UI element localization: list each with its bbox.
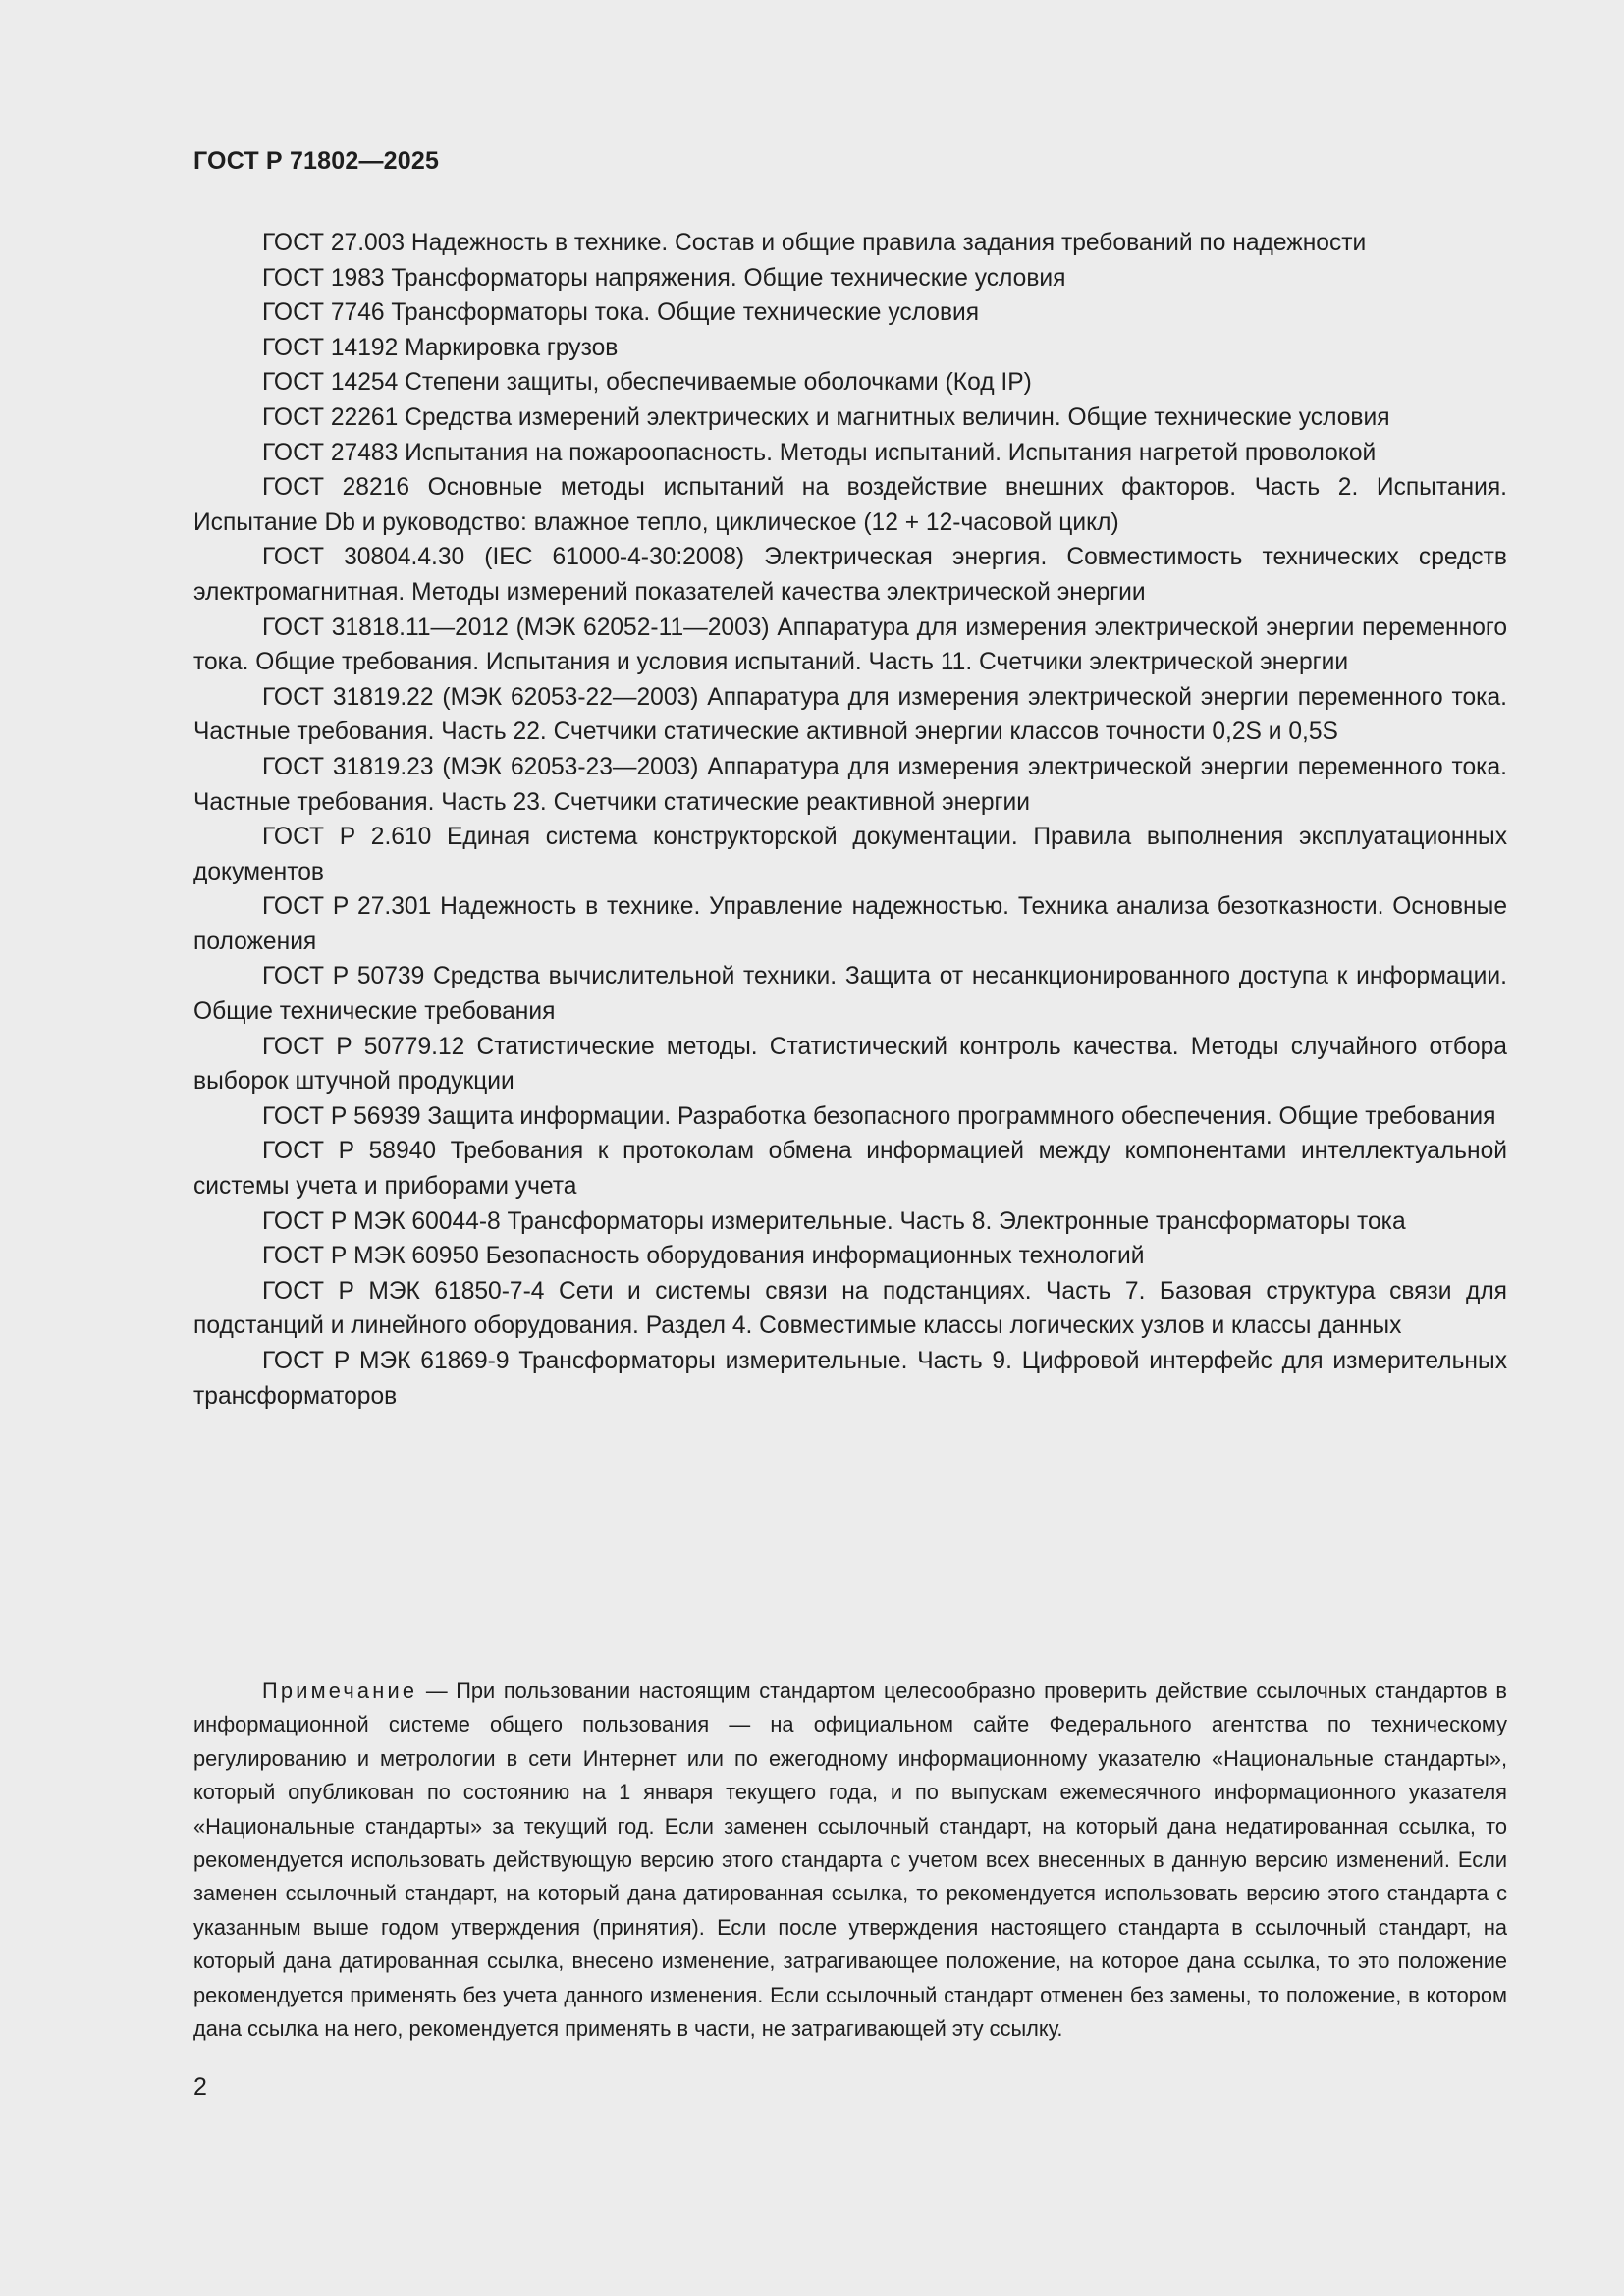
reference-item: ГОСТ 7746 Трансформаторы тока. Общие технические условия [262,299,980,327]
reference-item: ГОСТ Р 56939 Защита информации. Разработка безопасного программного обеспечения. Общие требования [262,1102,1496,1130]
reference-item: ГОСТ Р МЭК 61850-7-4 Сети и системы связи на подстанциях. Часть 7. Базовая структура связи для подстанций и линейного оборудования. Раздел 4. Совместимые классы логических узлов и классы данных [193,1277,1507,1340]
reference-item: ГОСТ 31819.22 (МЭК 62053-22—2003) Аппаратура для измерения электрической энергии переменного тока. Частные требования. Часть 22. Счетчики статические активной энергии классов точности 0,2S и 0,5S [193,683,1507,746]
reference-item: ГОСТ 27483 Испытания на пожароопасность. Методы испытаний. Испытания нагретой проволокой [262,439,1377,466]
reference-item: ГОСТ 31819.23 (МЭК 62053-23—2003) Аппаратура для измерения электрической энергии переменного тока. Частные требования. Часть 23. Счетчики статические реактивной энергии [193,753,1507,816]
normative-references-list [193,226,1507,1414]
reference-item: ГОСТ 28216 Основные методы испытаний на воздействие внешних факторов. Часть 2. Испытания. Испытание Db и руководство: влажное тепло, циклическое (12 + 12-часовой цикл) [193,474,1507,536]
reference-item: ГОСТ Р 50779.12 Статистические методы. Статистический контроль качества. Методы случайного отбора выборок штучной продукции [193,1033,1507,1095]
reference-item: ГОСТ 14254 Степени защиты, обеспечиваемые оболочками (Код IP) [262,369,1032,397]
reference-item: ГОСТ Р 58940 Требования к протоколам обмена информацией между компонентами интеллектуальной системы учета и приборами учета [193,1138,1507,1201]
reference-item: ГОСТ Р МЭК 60950 Безопасность оборудования информационных технологий [262,1243,1145,1270]
page-number: 2 [193,2073,207,2101]
note-text: При пользовании настоящим стандартом целесообразно проверить действие ссылочных стандартов в информационной системе общего пользования — на официальном сайте Федерального агентства по техническому регулированию и метрологии в сети Интернет или по ежегодному информационному указателю «Национальные стандарты», который опубликован по состоянию на 1 января текущего года, и по выпускам ежемесячного информационного указателя «Национальные стандарты» за текущий год. Если заменен ссылочный стандарт, на который дана недатированная ссылка, то рекомендуется использовать действующую версию этого стандарта с учетом всех внесенных в данную версию изменений. Если заменен ссылочный стандарт, на который дана датированная ссылка, то рекомендуется использовать версию этого стандарта с указанным выше годом утверждения (принятия). Если после утверждения настоящего стандарта в ссылочный стандарт, на который дана датированная ссылка, внесено изменение, затрагивающее положение, на которое дана ссылка, то это положение рекомендуется применять без учета данного изменения. Если ссылочный стандарт отменен без замены, то положение, в котором дана ссылка на него, рекомендуется применять в части, не затрагивающей эту ссылку. [193,1679,1507,2042]
reference-item: ГОСТ 30804.4.30 (IEC 61000-4-30:2008) Электрическая энергия. Совместимость технических средств электромагнитная. Методы измерений показателей качества электрической энергии [193,544,1507,606]
reference-item: ГОСТ 14192 Маркировка грузов [262,334,619,361]
reference-item: ГОСТ 22261 Средства измерений электрических и магнитных величин. Общие технические условия [262,403,1390,431]
reference-item: ГОСТ Р 50739 Средства вычислительной техники. Защита от несанкционированного доступа к информации. Общие технические требования [193,963,1507,1026]
reference-item: ГОСТ Р МЭК 61869-9 Трансформаторы измерительные. Часть 9. Цифровой интерфейс для измерительных трансформаторов [193,1348,1507,1410]
document-header-title: ГОСТ Р 71802—2025 [193,147,440,175]
reference-item: ГОСТ Р МЭК 60044-8 Трансформаторы измерительные. Часть 8. Электронные трансформаторы тока [262,1207,1406,1235]
reference-item: ГОСТ 31818.11—2012 (МЭК 62052-11—2003) Аппаратура для измерения электрической энергии переменного тока. Общие требования. Испытания и условия испытаний. Часть 11. Счетчики электрической энергии [193,614,1507,676]
note-separator: — [417,1679,457,1703]
reference-item: ГОСТ 27.003 Надежность в технике. Состав и общие правила задания требований по надежности [262,230,1367,256]
reference-item: ГОСТ 1983 Трансформаторы напряжения. Общие технические условия [262,264,1066,292]
note-label: Примечание [262,1679,418,1703]
reference-item: ГОСТ Р 27.301 Надежность в технике. Управление надежностью. Техника анализа безотказности. Основные положения [193,893,1507,955]
reference-item: ГОСТ Р 2.610 Единая система конструкторской документации. Правила выполнения эксплуатационных документов [193,824,1507,885]
note-paragraph [193,1675,1507,2046]
